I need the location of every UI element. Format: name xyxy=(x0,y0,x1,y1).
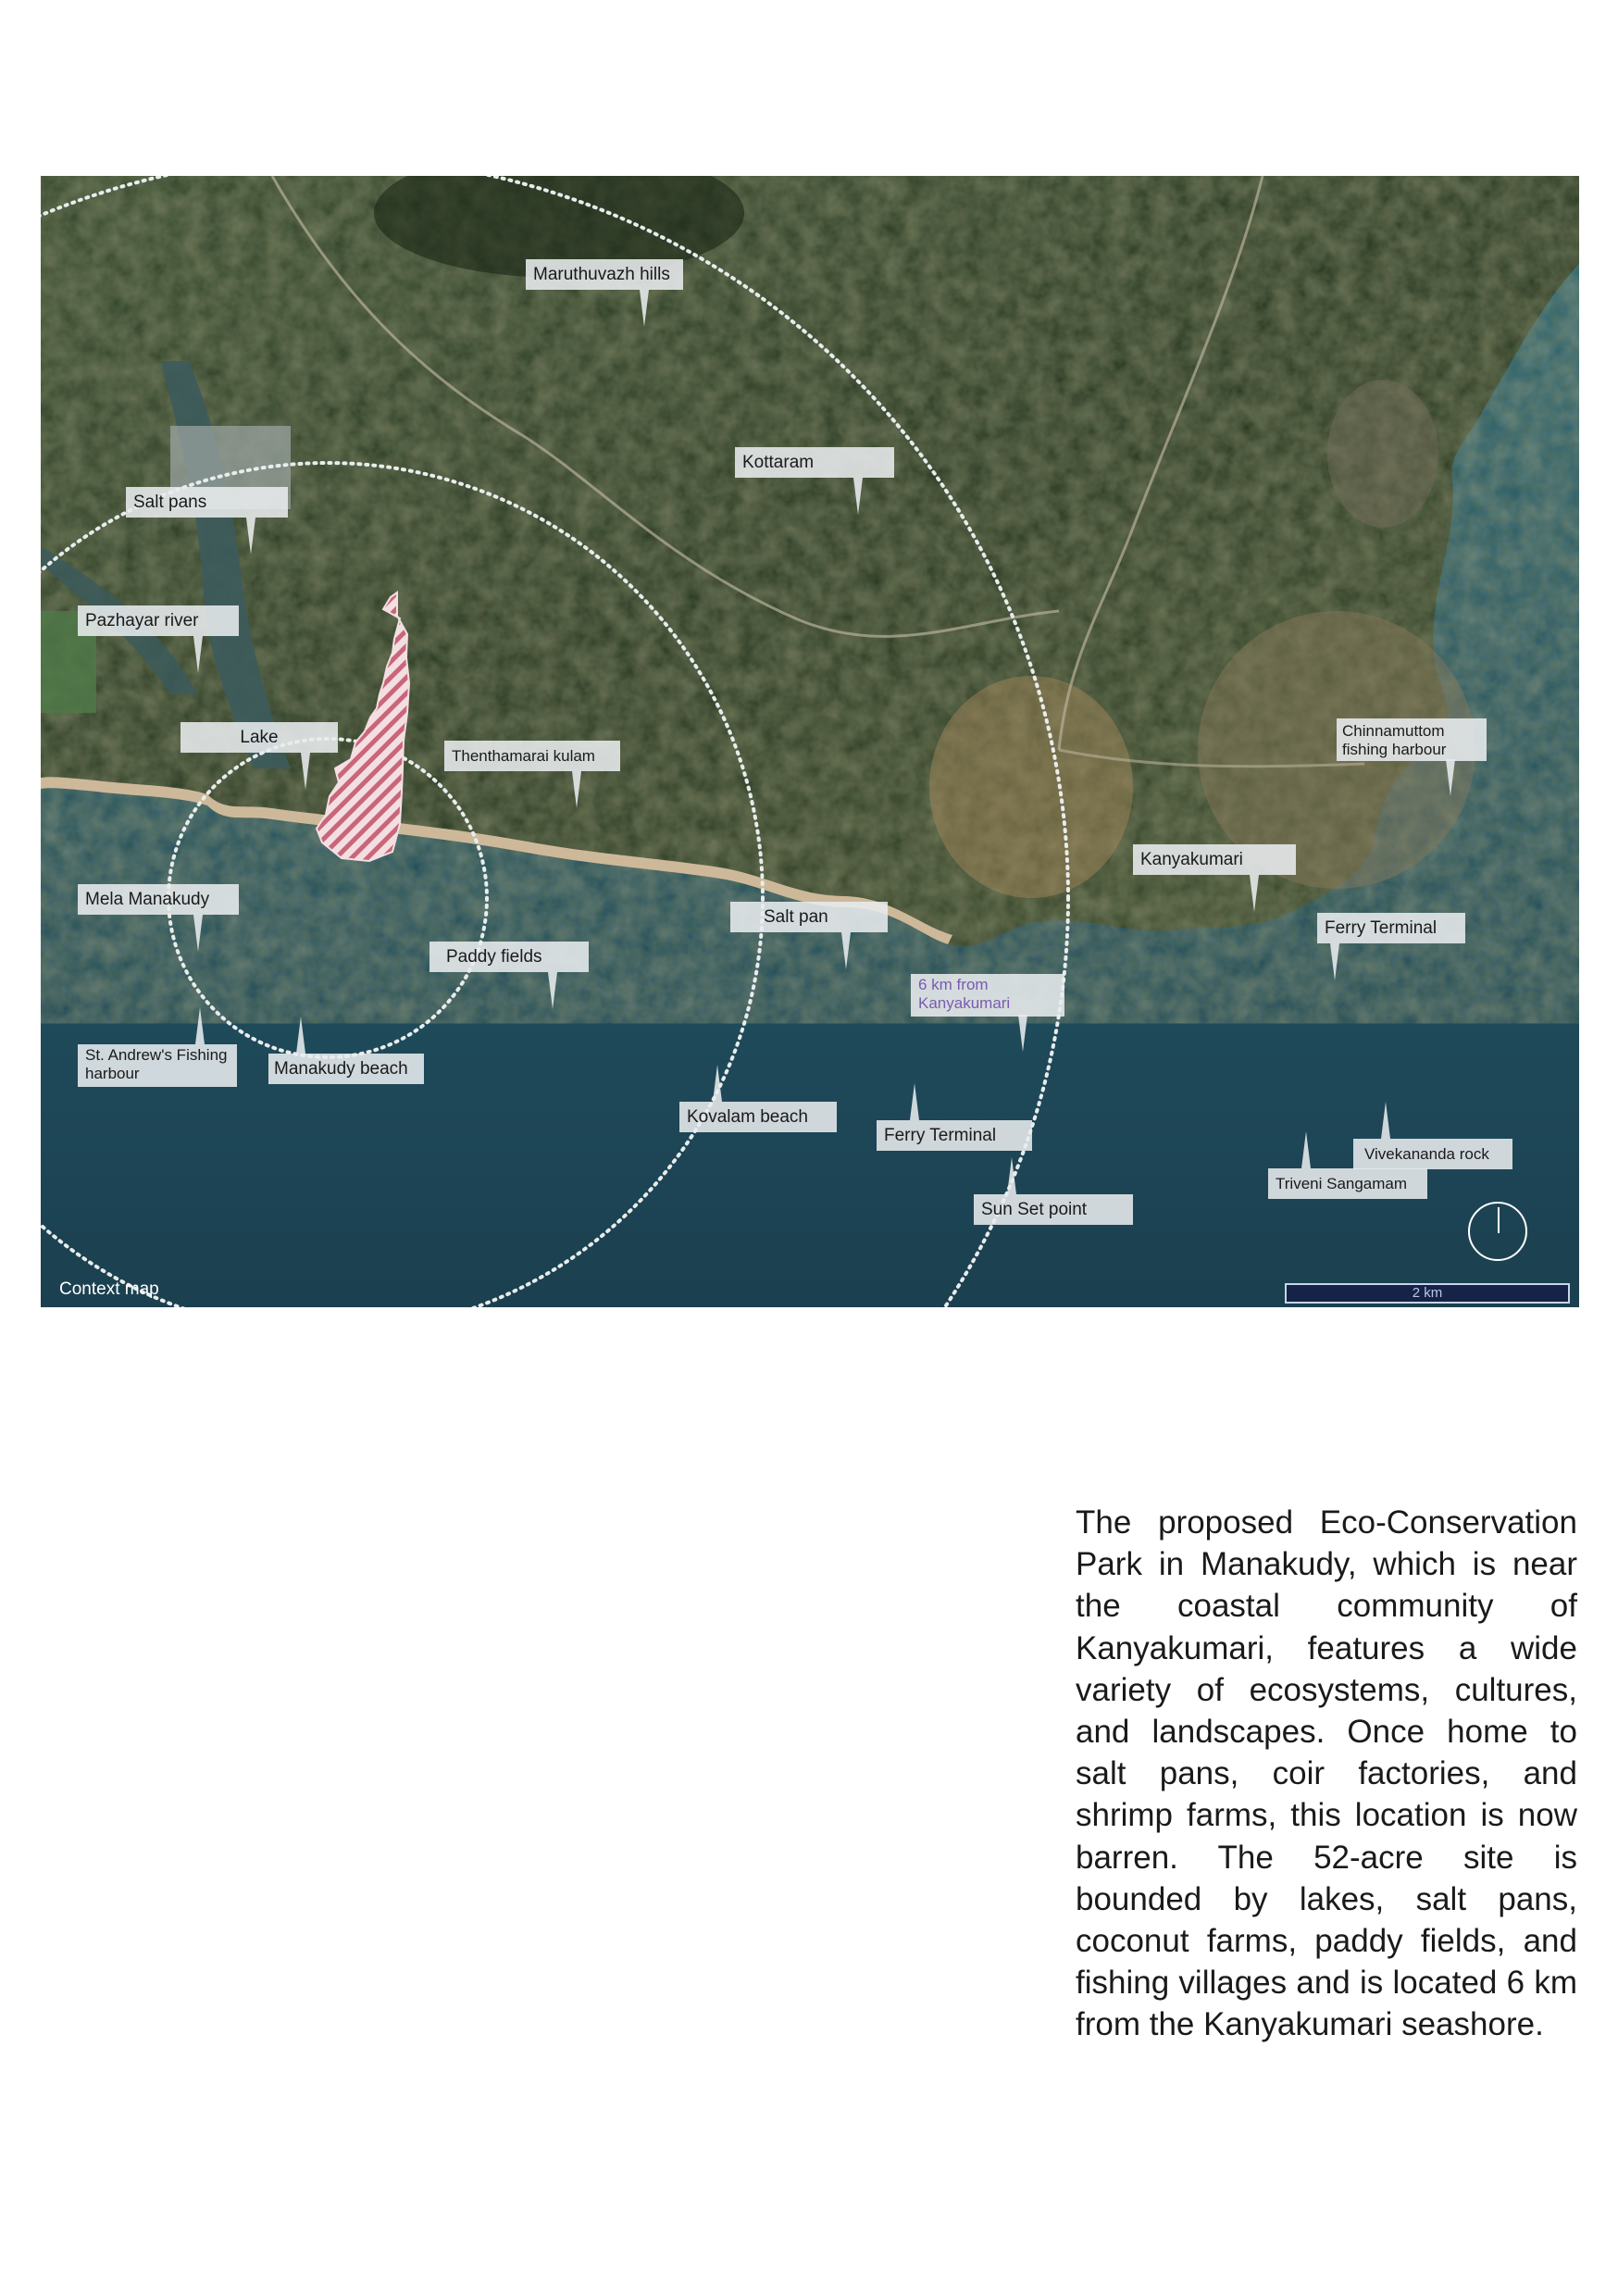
label-manakudy-beach: Manakudy beach xyxy=(268,1054,424,1084)
label-salt-pan: Salt pan xyxy=(730,902,888,932)
label-chinnamuttom: Chinnamuttom fishing harbour xyxy=(1337,718,1487,761)
label-salt-pans: Salt pans xyxy=(126,487,288,518)
label-sunset-point: Sun Set point xyxy=(974,1194,1133,1225)
label-st-andrews: St. Andrew's Fishing harbour xyxy=(78,1044,237,1087)
label-mela-manakudy: Mela Manakudy xyxy=(78,884,239,915)
map-caption: Context map xyxy=(59,1279,159,1299)
label-kovalam-beach: Kovalam beach xyxy=(679,1102,837,1132)
label-kanyakumari: Kanyakumari xyxy=(1133,844,1296,875)
scale-bar: 2 km xyxy=(1285,1283,1570,1304)
label-ferry-terminal-south: Ferry Terminal xyxy=(877,1120,1032,1151)
label-ferry-terminal-east: Ferry Terminal xyxy=(1317,913,1465,943)
label-vivekananda-rock: Vivekananda rock xyxy=(1353,1139,1512,1169)
label-distance-note: 6 km from Kanyakumari xyxy=(911,974,1064,1017)
label-triveni-sangamam: Triveni Sangamam xyxy=(1268,1168,1427,1199)
label-lake: Lake xyxy=(180,722,338,753)
label-paddy-fields: Paddy fields xyxy=(429,942,589,972)
context-map xyxy=(41,176,1579,1307)
label-thenthamarai-kulam: Thenthamarai kulam xyxy=(444,741,620,771)
label-pazhayar-river: Pazhayar river xyxy=(78,605,239,636)
label-kottaram: Kottaram xyxy=(735,447,894,478)
label-maruthuvazh-hills: Maruthuvazh hills xyxy=(526,259,683,290)
north-arrow-icon xyxy=(1468,1202,1527,1261)
project-description: The proposed Eco-Conservation Park in Manakudy, which is near the coastal community of Kanyakumari, features a wide variety of ecosystems, cultures, and landscapes. Once home to salt pans, coir factories, and shrimp farms, this location is now barren. The 52-acre site is bounded by lakes, salt pans, coconut farms, paddy fields, and fishing villages and is located 6 km from the Kanyakumari seashore. xyxy=(1076,1504,1577,2043)
